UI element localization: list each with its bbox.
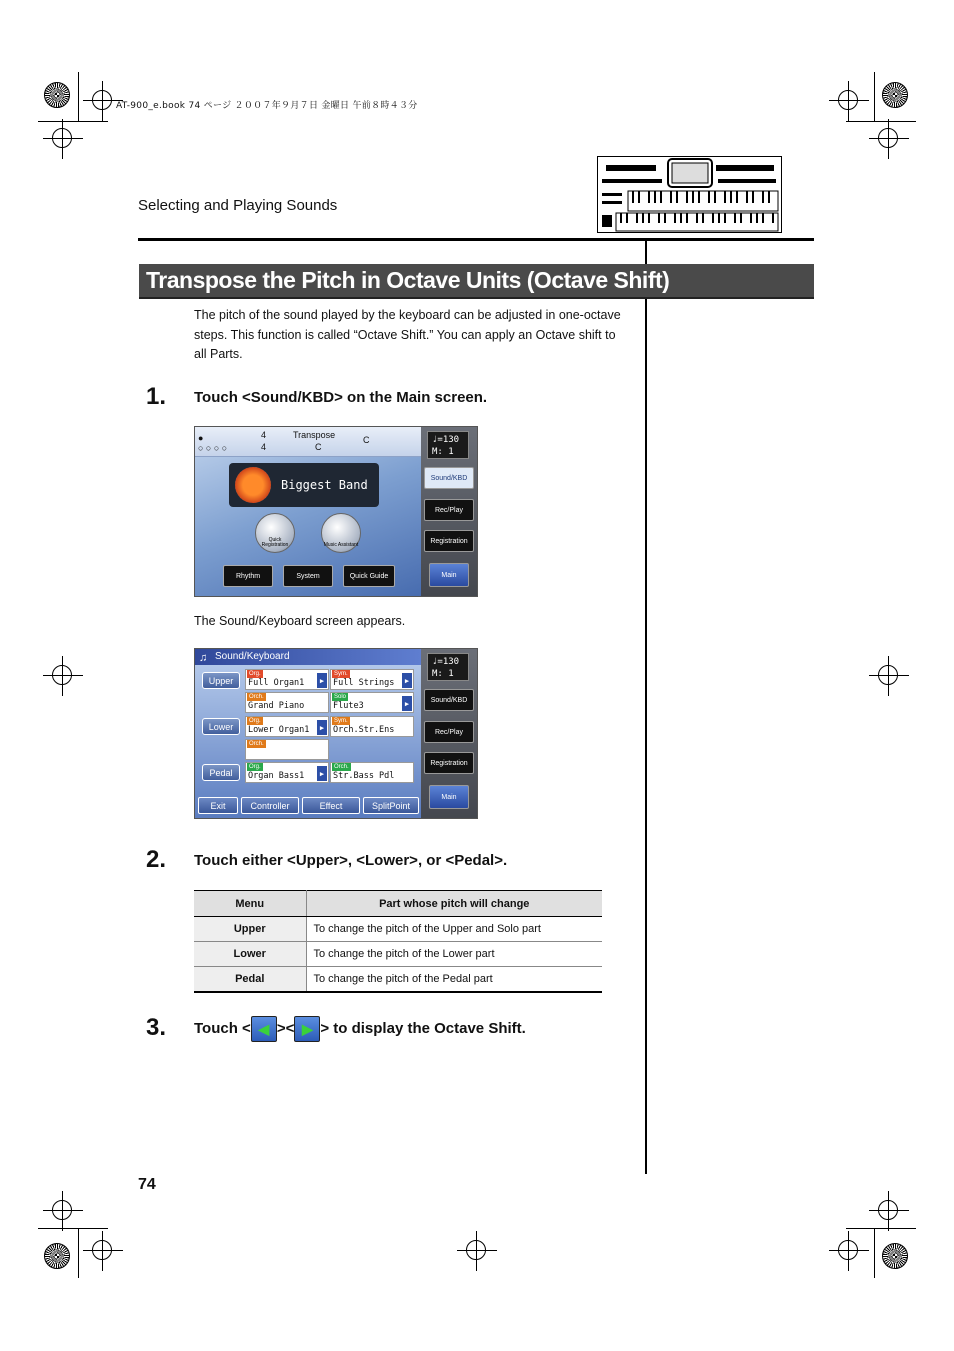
rhythm-button[interactable]: Rhythm (223, 565, 273, 587)
tone-select-arrow-icon[interactable]: ▶ (402, 673, 412, 688)
music-assistant-button[interactable]: Music Assistant (321, 513, 361, 553)
menu-table (194, 890, 602, 993)
tone-select-arrow-icon[interactable]: ▶ (317, 720, 327, 735)
step-number: 3. (146, 1014, 167, 1041)
crop-line (78, 1228, 79, 1278)
transpose-value: C (315, 442, 322, 452)
exit-button[interactable]: Exit (198, 797, 238, 814)
table-cell-desc: To change the pitch of the Upper and Solo part (306, 917, 602, 942)
tone-name: Biggest Band (281, 478, 368, 492)
sound-kbd-button[interactable]: Sound/KBD (424, 467, 474, 489)
tone-select-arrow-icon[interactable]: ▶ (317, 766, 327, 781)
tone-cell-lower-3[interactable]: Orch. (245, 739, 329, 760)
tone-cell-solo[interactable]: Solo Flute3 ▶ (330, 692, 414, 713)
step-number: 1. (146, 383, 167, 410)
effect-button[interactable]: Effect (302, 797, 360, 814)
crop-line (38, 121, 108, 122)
left-arrow-icon: ◀ (251, 1016, 277, 1042)
registration-mark (52, 128, 72, 148)
main-button[interactable]: Main (429, 563, 469, 587)
beat-top: 4 (261, 430, 267, 440)
upper-button[interactable]: Upper (202, 672, 240, 689)
controller-button[interactable]: Controller (241, 797, 299, 814)
table-cell-menu: Pedal (194, 967, 306, 992)
registration-mark (878, 1200, 898, 1220)
registration-rosette-tl (44, 82, 70, 108)
tone-cell-lower-1[interactable]: Org. Lower Organ1 ▶ (245, 716, 329, 737)
table-cell-menu: Upper (194, 917, 306, 942)
tone-cell-pedal-2[interactable]: Orch. Str.Bass Pdl (330, 762, 414, 783)
table-row (194, 942, 602, 967)
tone-select-arrow-icon[interactable]: ▶ (402, 696, 412, 711)
registration-mark (466, 1240, 486, 1260)
table-cell-desc: To change the pitch of the Lower part (306, 942, 602, 967)
organ-illustration (597, 156, 782, 233)
tone-cell-upper-3[interactable]: Orch. Grand Piano (245, 692, 329, 713)
tone-cell-upper-2[interactable]: Sym. Full Strings ▶ (330, 669, 414, 690)
crop-line (846, 1228, 916, 1229)
section-title: Transpose the Pitch in Octave Units (Octave Shift) (146, 267, 670, 293)
sound-keyboard-screen (194, 648, 478, 819)
rec-play-button[interactable]: Rec/Play (424, 721, 474, 743)
sk-side-panel (421, 649, 477, 818)
registration-mark (52, 1200, 72, 1220)
rec-play-button[interactable]: Rec/Play (424, 499, 474, 521)
step-text: Touch either <Upper>, <Lower>, or <Pedal>. (194, 852, 508, 869)
quick-registration-button[interactable]: Quick Registration (255, 513, 295, 553)
registration-mark (52, 665, 72, 685)
intro-paragraph: The pitch of the sound played by the keyboard can be adjusted in one-octave steps. This function is called “Octave Shift.” You can apply an Octave shift to all Parts. (194, 308, 621, 361)
table-cell-desc: To change the pitch of the Pedal part (306, 967, 602, 992)
pedal-button[interactable]: Pedal (202, 764, 240, 781)
splitpoint-button[interactable]: SplitPoint (363, 797, 419, 814)
tone-cell-pedal-1[interactable]: Org. Organ Bass1 ▶ (245, 762, 329, 783)
column-rule (645, 241, 647, 1174)
tempo-display: ♩=130 M: 1 (427, 653, 469, 681)
header-rule (138, 238, 814, 241)
step-text: Touch <Sound/KBD> on the Main screen. (194, 389, 488, 406)
quick-guide-button[interactable]: Quick Guide (343, 565, 395, 587)
registration-rosette-tr (882, 82, 908, 108)
beat-indicator: ● ○ ○ ○ ○ (198, 433, 228, 453)
crop-line (38, 1228, 108, 1229)
tempo-display: ♩=130 M: 1 (427, 431, 469, 459)
registration-mark (878, 128, 898, 148)
crop-line (846, 121, 916, 122)
main-button[interactable]: Main (429, 785, 469, 809)
main-screen (194, 426, 478, 597)
table-row (194, 967, 602, 992)
crop-line (874, 1228, 875, 1278)
music-note-icon: ♫ (199, 652, 208, 664)
tone-cell-upper-1[interactable]: Org. Full Organ1 ▶ (245, 669, 329, 690)
registration-mark (838, 1240, 858, 1260)
registration-mark (92, 1240, 112, 1260)
crop-line (78, 72, 79, 122)
sk-title-bar (195, 649, 421, 665)
system-button[interactable]: System (283, 565, 333, 587)
section-title-bar (139, 264, 814, 299)
step-number: 2. (146, 846, 167, 873)
registration-mark (878, 665, 898, 685)
print-meta: AT-900_e.book 74 ページ ２００７年９月７日 金曜日 午前８時４３分 (116, 101, 418, 111)
registration-button[interactable]: Registration (424, 752, 474, 774)
table-header: Part whose pitch will change (306, 891, 602, 917)
table-cell-menu: Lower (194, 942, 306, 967)
organ-keyboard-icon (598, 157, 783, 234)
registration-mark (92, 90, 112, 110)
beat-bottom: 4 (261, 442, 267, 452)
right-arrow-icon: ▶ (294, 1016, 320, 1042)
registration-rosette-bl (44, 1243, 70, 1269)
key-value: C (363, 435, 370, 445)
page-number: 74 (138, 1176, 156, 1193)
tone-badge-icon (235, 467, 271, 503)
main-side-panel (421, 427, 477, 596)
tone-name-display[interactable] (229, 463, 379, 507)
registration-button[interactable]: Registration (424, 530, 474, 552)
main-top-strip (195, 427, 421, 457)
lower-button[interactable]: Lower (202, 718, 240, 735)
table-row (194, 917, 602, 942)
tone-select-arrow-icon[interactable]: ▶ (317, 673, 327, 688)
registration-mark (838, 90, 858, 110)
step-text: Touch < ◀ >< ▶ > to display the Octave Shift. (194, 1016, 526, 1042)
sk-title: Sound/Keyboard (215, 651, 290, 662)
section-label: Selecting and Playing Sounds (138, 197, 338, 214)
table-header: Menu (194, 891, 306, 917)
crop-line (874, 72, 875, 122)
sound-kbd-button[interactable]: Sound/KBD (424, 689, 474, 711)
registration-rosette-br (882, 1243, 908, 1269)
transpose-label: Transpose (293, 430, 336, 440)
caption: The Sound/Keyboard screen appears. (194, 614, 406, 628)
tone-cell-lower-2[interactable]: Sym. Orch.Str.Ens (330, 716, 414, 737)
